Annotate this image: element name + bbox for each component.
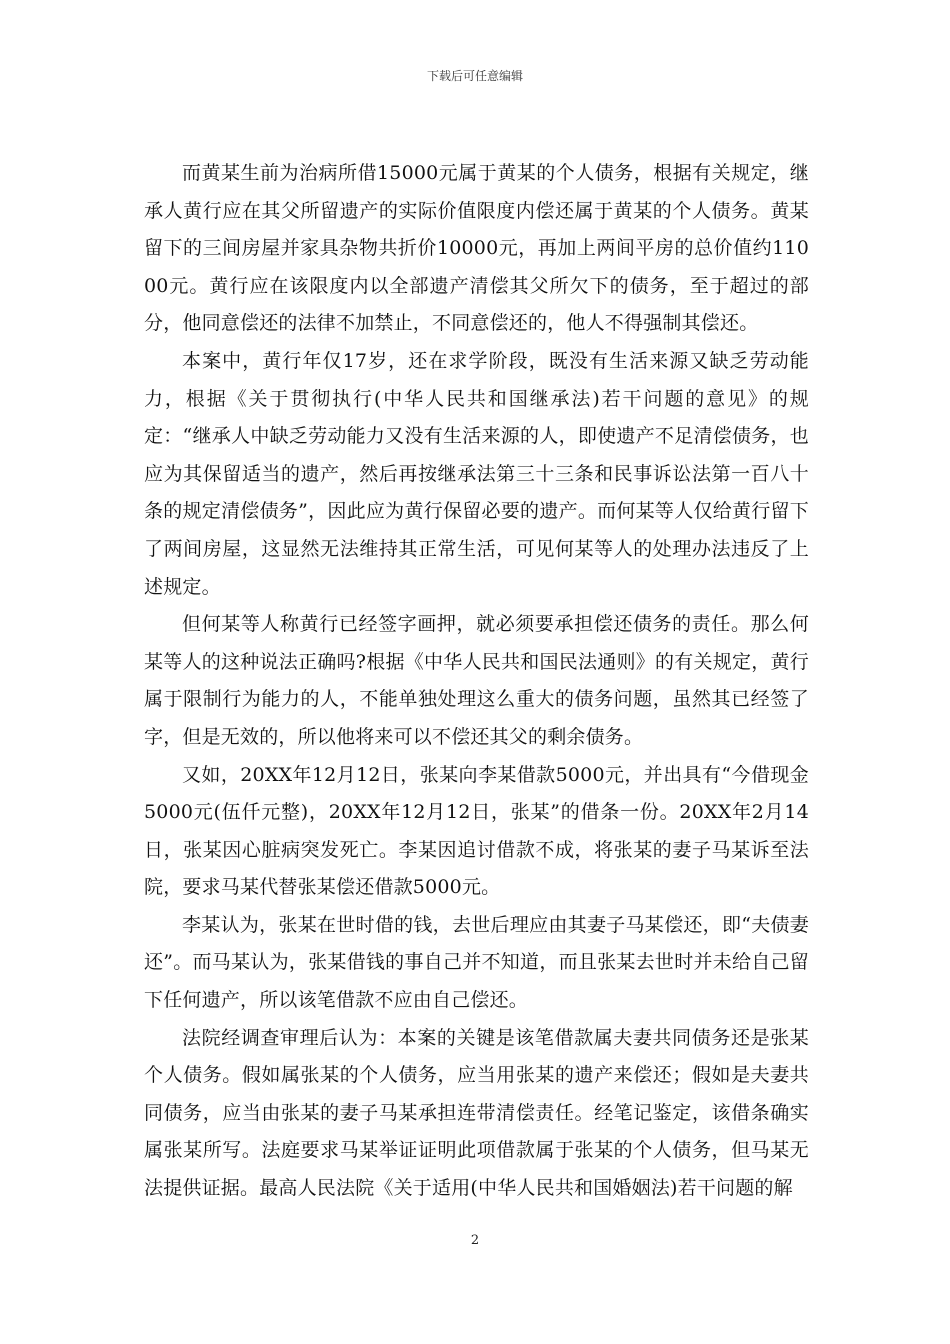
paragraph: 又如，20XX年12月12日，张某向李某借款5000元，并出具有“今借现金5000元(伍仟元整)，20XX年12月12日，张某”的借条一份。20XX年2月14日，张某因心脏病突发死亡。李某因追讨借款不成，将张某的妻子马某诉至法院，要求马某代替张某偿还借款5000元。 <box>144 763 809 899</box>
paragraph: 而黄某生前为治病所借15000元属于黄某的个人债务，根据有关规定，继承人黄行应在其父所留遗产的实际价值限度内偿还属于黄某的个人债务。黄某留下的三间房屋并家具杂物共折价10000元，再加上两间平房的总价值约11000元。黄行应在该限度内以全部遗产清偿其父所欠下的债务，至于超过的部分，他同意偿还的法律不加禁止，不同意偿还的，他人不得强制其偿还。 <box>144 162 809 335</box>
page-header: 下载后可任意编辑 <box>426 69 523 83</box>
paragraph: 本案中，黄行年仅17岁，还在求学阶段，既没有生活来源又缺乏劳动能力，根据《关于贯彻执行(中华人民共和国继承法)若干问题的意见》的规定：“继承人中缺乏劳动能力又没有生活来源的人，即使遗产不足清偿债务，也应为其保留适当的遗产，然后再按继承法第三十三条和民事诉讼法第一百八十条的规定清偿债务”，因此应为黄行保留必要的遗产。而何某等人仅给黄行留下了两间房屋，这显然无法维持其正常生活，可见何某等人的处理办法违反了上述规定。 <box>144 349 809 598</box>
document-body <box>144 155 809 1208</box>
paragraph: 法院经调查审理后认为：本案的关键是该笔借款属夫妻共同债务还是张某个人债务。假如属张某的个人债务，应当用张某的遗产来偿还；假如是夫妻共同债务，应当由张某的妻子马某承担连带清偿责任。经笔记鉴定，该借条确实属张某所写。法庭要求马某举证证明此项借款属于张某的个人债务，但马某无法提供证据。最高人民法院《关于适用(中华人民共和国婚姻法)若干问题的解 <box>144 1026 809 1200</box>
page-number: 2 <box>470 1233 480 1248</box>
paragraph: 但何某等人称黄行已经签字画押，就必须要承担偿还债务的责任。那么何某等人的这种说法正确吗?根据《中华人民共和国民法通则》的有关规定，黄行属于限制行为能力的人，不能单独处理这么重大的债务问题，虽然其已经签了字，但是无效的，所以他将来可以不偿还其父的剩余债务。 <box>144 613 809 748</box>
paragraph: 李某认为，张某在世时借的钱，去世后理应由其妻子马某偿还，即“夫债妻还”。而马某认为，张某借钱的事自己并不知道，而且张某去世时并未给自己留下任何遗产，所以该笔借款不应由自己偿还。 <box>144 913 809 1012</box>
